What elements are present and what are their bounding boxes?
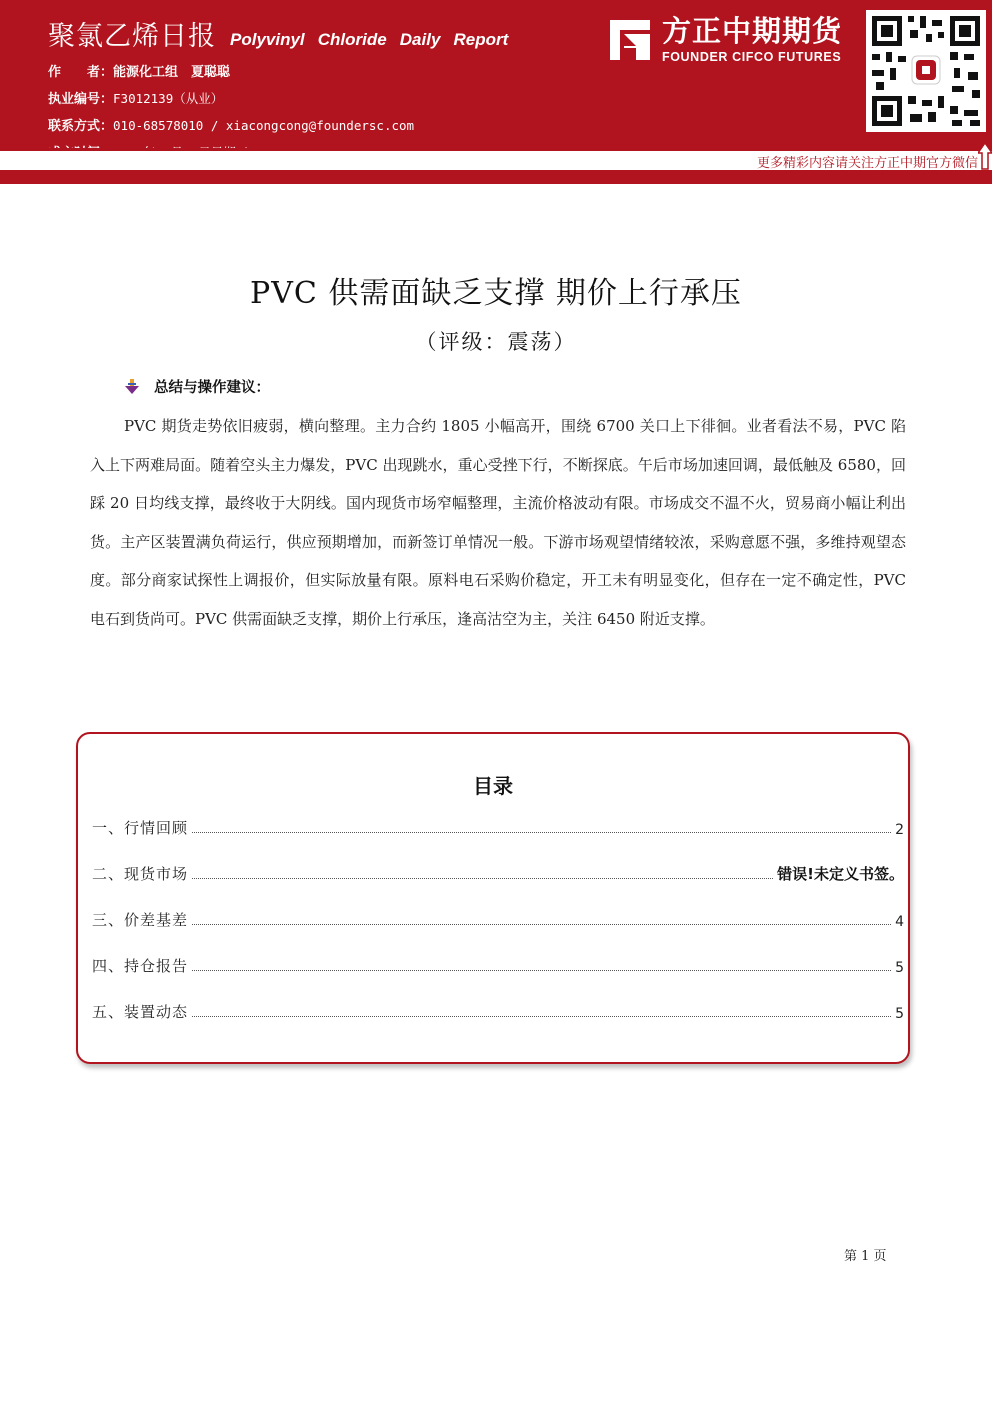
title-en-word: Polyvinyl xyxy=(230,30,305,49)
brand-name-en: FOUNDER CIFCO FUTURES xyxy=(662,50,842,64)
subscribe-strip xyxy=(0,148,992,170)
report-series-title-en xyxy=(230,30,516,50)
arrow-down-bullet-icon xyxy=(124,379,140,395)
header-divider-band xyxy=(0,170,992,184)
toc-item-page: 5 xyxy=(895,960,904,976)
toc-item-page-error: 错误!未定义书签。 xyxy=(777,865,904,883)
meta-value: 能源化工组 夏聪聪 xyxy=(113,65,231,80)
report-rating: （评级：震荡） xyxy=(415,330,577,354)
wechat-qr-code-icon[interactable] xyxy=(866,10,986,132)
title-en-word: Daily xyxy=(399,30,441,49)
title-en-word: Report xyxy=(453,30,509,49)
toc-title: 目录 xyxy=(473,774,513,798)
toc-item-label: 一、行情回顾 xyxy=(92,819,189,837)
report-header xyxy=(0,0,992,170)
toc-item-page: 2 xyxy=(895,822,904,838)
toc-item[interactable] xyxy=(92,860,904,884)
company-brand xyxy=(606,14,856,68)
table-of-contents xyxy=(76,732,910,1064)
toc-item-label: 三、价差基差 xyxy=(92,911,189,929)
toc-leader-dots xyxy=(192,924,891,925)
meta-value: F3012139（从业） xyxy=(113,91,224,106)
meta-license xyxy=(48,86,414,113)
header-title-row xyxy=(48,14,516,54)
toc-leader-dots xyxy=(192,832,891,833)
meta-author xyxy=(48,60,414,86)
title-en-word: Chloride xyxy=(317,30,387,49)
toc-item[interactable] xyxy=(92,906,904,930)
summary-heading xyxy=(124,376,270,397)
meta-contact xyxy=(48,113,414,140)
toc-item-label: 四、持仓报告 xyxy=(92,957,189,975)
page-number: 第 1 页 xyxy=(844,1249,887,1264)
summary-paragraph: PVC 期货走势依旧疲弱，横向整理。主力合约 1805 小幅高开，围绕 6700 关口上下徘徊。业者看法不易，PVC 陷入上下两难局面。随着空头主力爆发，PVC 出现跳水，重心受挫下行，不断探底。午后市场加速回调，最低触及 6580，回踩 20 日均线支撑，最终收于大阴线。国内现货市场窄幅整理，主流价格波动有限。市场成交不温不火，贸易商小幅让利出货。主产区装置满负荷运行，供应预期增加，而新签订单情况一般。下游市场观望情绪较浓，采购意愿不强，多维持观望态度。部分商家试探性上调报价，但实际放量有限。原料电石采购价稳定，开工未有明显变化，但存在一定不确定性，PVC 电石到货尚可。PVC 供需面缺乏支撑，期价上行承压，逢高沽空为主，关注 6450 附近支撑。 xyxy=(90,417,906,628)
meta-label: 联系方式： xyxy=(48,119,114,134)
toc-item[interactable] xyxy=(92,814,904,838)
toc-item-page: 5 xyxy=(895,1006,904,1022)
arrow-up-icon xyxy=(978,141,992,170)
toc-leader-dots xyxy=(192,970,891,971)
meta-label: 执业编号： xyxy=(48,92,114,107)
toc-leader-dots xyxy=(192,1016,891,1017)
toc-leader-dots xyxy=(192,878,773,879)
subscribe-text: 更多精彩内容请关注方正中期官方微信 xyxy=(756,156,978,170)
toc-item-label: 五、装置动态 xyxy=(92,1003,189,1021)
report-title: PVC 供需面缺乏支撑 期价上行承压 xyxy=(250,276,742,311)
meta-label: 作 者： xyxy=(48,65,114,80)
company-logo-icon xyxy=(606,16,654,64)
report-series-title: 聚氯乙烯日报 xyxy=(48,21,216,52)
toc-item[interactable] xyxy=(92,998,904,1022)
toc-item[interactable] xyxy=(92,952,904,976)
meta-value: 010-68578010 / xiacongcong@foundersc.com xyxy=(113,118,415,133)
toc-item-page: 4 xyxy=(895,914,904,930)
brand-name-cn: 方正中期期货 xyxy=(662,14,843,48)
summary-heading-text: 总结与操作建议： xyxy=(154,380,270,396)
toc-item-label: 二、现货市场 xyxy=(92,865,189,883)
